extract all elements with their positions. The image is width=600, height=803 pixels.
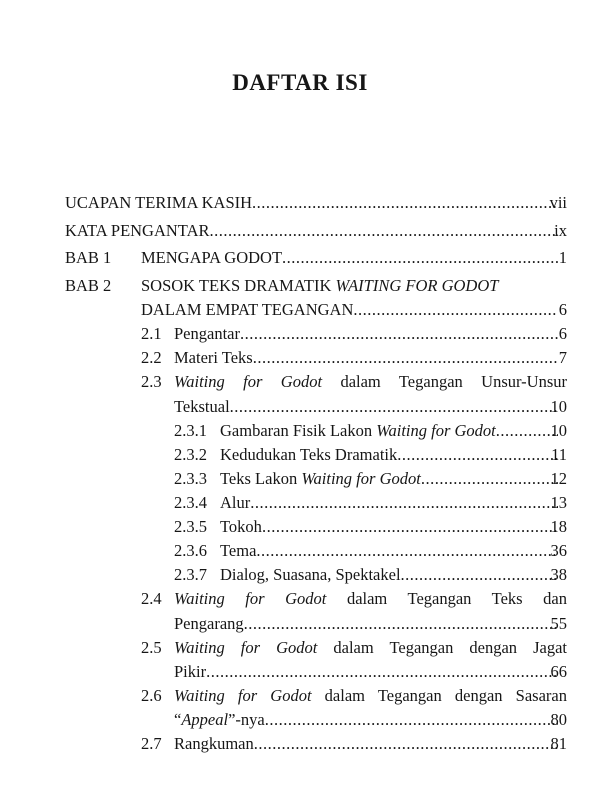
toc-label: DALAM EMPAT TEGANGAN xyxy=(141,300,354,319)
toc-page: 12 xyxy=(550,469,567,488)
page-title: DAFTAR ISI xyxy=(232,70,368,95)
toc-label: dalam Tegangan Unsur-Unsur xyxy=(322,372,567,391)
toc-label: ”-nya xyxy=(228,710,265,729)
toc-entry-2-3-2[interactable] xyxy=(0,443,600,467)
toc-page: 6 xyxy=(558,324,567,343)
leader-dots xyxy=(240,322,558,346)
leader-dots xyxy=(254,732,558,756)
leader-dots xyxy=(206,660,558,684)
toc-number: 2.3.6 xyxy=(174,541,207,560)
toc-label-italic: Waiting for Godot xyxy=(301,469,421,488)
toc-entry-ucapan[interactable] xyxy=(0,191,600,215)
toc-page: 38 xyxy=(550,565,567,584)
toc-number: 2.3.1 xyxy=(174,421,207,440)
toc-label: Gambaran Fisik Lakon xyxy=(220,421,377,440)
toc-page: 11 xyxy=(551,445,567,464)
toc-label: MENGAPA GODOT xyxy=(141,248,283,267)
toc-entry-2-4[interactable] xyxy=(0,587,600,611)
toc-page: 6 xyxy=(558,300,567,319)
toc-entry-2-3-3[interactable] xyxy=(0,467,600,491)
toc-page: ix xyxy=(554,221,567,240)
toc-label: Materi Teks xyxy=(174,348,253,367)
toc-label: dalam Tegangan Teks dan xyxy=(326,589,567,608)
toc-label-italic: Waiting for Godot xyxy=(174,686,312,705)
toc-label-italic: Waiting for Godot xyxy=(174,589,327,608)
toc-number: 2.6 xyxy=(141,686,162,705)
toc-number: BAB 2 xyxy=(65,276,112,295)
toc-page: vii xyxy=(549,193,567,212)
toc-number: 2.3.2 xyxy=(174,445,207,464)
toc-number: 2.3.5 xyxy=(174,517,207,536)
leader-dots xyxy=(250,491,558,515)
toc-label-italic: Waiting for Godot xyxy=(174,372,323,391)
toc-page: 80 xyxy=(550,710,567,729)
toc-entry-kata-pengantar[interactable] xyxy=(0,219,600,243)
toc-entry-2-3-7[interactable] xyxy=(0,563,600,587)
toc-entry-2-3-4[interactable] xyxy=(0,491,600,515)
toc-label: Dialog, Suasana, Spektakel xyxy=(220,565,401,584)
toc-number: 2.4 xyxy=(141,589,162,608)
leader-dots xyxy=(252,191,558,215)
toc-entry-2-2[interactable] xyxy=(0,346,600,370)
toc-entry-2-3[interactable] xyxy=(0,370,600,394)
toc-entry-bab-2[interactable] xyxy=(0,274,600,298)
leader-dots xyxy=(210,219,559,243)
toc-number: 2.3.3 xyxy=(174,469,207,488)
toc-number: 2.3 xyxy=(141,372,162,391)
toc-page: 81 xyxy=(550,734,567,753)
toc-page: 36 xyxy=(550,541,567,560)
toc-entry-2-1[interactable] xyxy=(0,322,600,346)
toc-label-italic: Waiting for Godot xyxy=(174,638,318,657)
toc-label-italic: WAITING FOR GODOT xyxy=(335,276,499,295)
toc-entry-2-3-cont[interactable] xyxy=(0,395,600,419)
toc-page: 10 xyxy=(550,397,567,416)
toc-label: Tema xyxy=(220,541,257,560)
toc-label: KATA PENGANTAR xyxy=(65,221,210,240)
leader-dots xyxy=(265,708,558,732)
leader-dots xyxy=(244,612,558,636)
toc-entry-2-7[interactable] xyxy=(0,732,600,756)
leader-dots xyxy=(230,395,558,419)
toc-entry-2-3-5[interactable] xyxy=(0,515,600,539)
toc-page: 13 xyxy=(550,493,567,512)
toc-label: Teks Lakon xyxy=(220,469,302,488)
toc-number: 2.1 xyxy=(141,324,162,343)
toc-label: Tokoh xyxy=(220,517,262,536)
toc-label: Pengantar xyxy=(174,324,240,343)
toc-label: dalam Tegangan dengan Sasaran xyxy=(311,686,567,705)
toc-entry-2-3-1[interactable] xyxy=(0,419,600,443)
toc-entry-2-6[interactable] xyxy=(0,684,600,708)
toc-entry-2-3-6[interactable] xyxy=(0,539,600,563)
toc-entry-2-5-cont[interactable] xyxy=(0,660,600,684)
toc-label-italic: Waiting for Godot xyxy=(376,421,496,440)
toc-entry-2-5[interactable] xyxy=(0,636,600,660)
toc-page: 55 xyxy=(550,614,567,633)
toc-number: 2.5 xyxy=(141,638,162,657)
leader-dots xyxy=(282,246,558,270)
toc-number: BAB 1 xyxy=(65,248,112,267)
toc-number: 2.3.4 xyxy=(174,493,207,512)
toc-label: dalam Tegangan dengan Jagat xyxy=(317,638,567,657)
toc-label: Rangkuman xyxy=(174,734,254,753)
toc-entry-bab-2-cont[interactable] xyxy=(0,298,600,322)
toc-entry-2-4-cont[interactable] xyxy=(0,612,600,636)
toc-label: Pengarang xyxy=(174,614,244,633)
toc-entry-bab-1[interactable] xyxy=(0,246,600,270)
toc-entry-2-6-cont[interactable] xyxy=(0,708,600,732)
toc-label: Pikir xyxy=(174,662,207,681)
toc-label: Alur xyxy=(220,493,251,512)
toc-label: Tekstual xyxy=(174,397,230,416)
toc-number: 2.3.7 xyxy=(174,565,207,584)
toc-label-italic: Appeal xyxy=(181,710,229,729)
toc-label: UCAPAN TERIMA KASIH xyxy=(65,193,253,212)
toc-number: 2.2 xyxy=(141,348,162,367)
toc-page: 66 xyxy=(550,662,567,681)
toc-page: 7 xyxy=(558,348,567,367)
toc-label: Kedudukan Teks Dramatik xyxy=(220,445,398,464)
toc-number: 2.7 xyxy=(141,734,162,753)
toc-page: 18 xyxy=(550,517,567,536)
toc-page: 1 xyxy=(558,248,567,267)
toc-page: 10 xyxy=(550,421,567,440)
leader-dots xyxy=(253,346,558,370)
leader-dots xyxy=(262,515,558,539)
leader-dots xyxy=(256,539,558,563)
toc-label: “ xyxy=(174,710,182,729)
toc-label: SOSOK TEKS DRAMATIK xyxy=(141,276,336,295)
